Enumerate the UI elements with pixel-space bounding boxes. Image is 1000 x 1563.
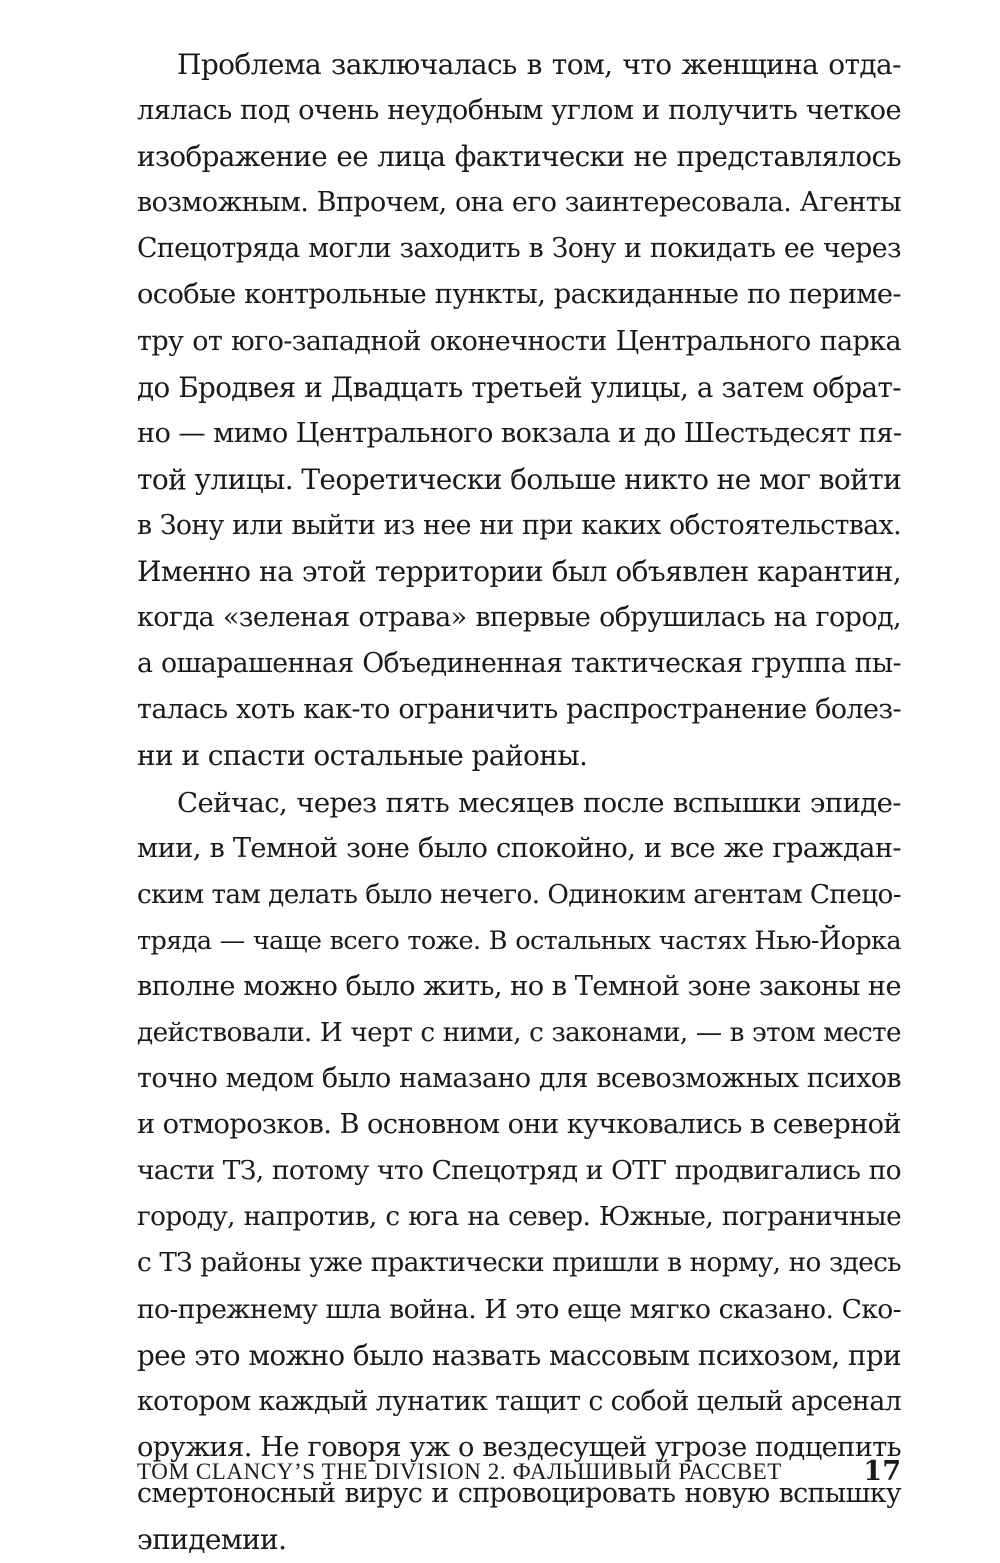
text-line: точно медом было намазано для всевозможных психов xyxy=(137,1056,901,1102)
text-line: ни и спасти остальные районы. xyxy=(137,733,901,779)
paragraph-1 xyxy=(137,42,901,780)
text-line: вполне можно было жить, но в Темной зоне законы не xyxy=(137,964,901,1010)
text-line: Сейчас, через пять месяцев после вспышки эпиде- xyxy=(137,780,901,826)
text-line: в Зону или выйти из нее ни при каких обстоятельствах. xyxy=(137,503,901,549)
text-line: мии, в Темной зоне было спокойно, и все же граждан- xyxy=(137,826,901,872)
text-line: котором каждый лунатик тащит с собой целый арсенал xyxy=(137,1379,901,1425)
text-line: части ТЗ, потому что Спецотряд и ОТГ продвигались по xyxy=(137,1148,901,1194)
text-line: по-прежнему шла война. И это еще мягко сказано. Ско- xyxy=(137,1287,901,1333)
text-line: лялась под очень неудобным углом и получить четкое xyxy=(137,88,901,134)
page-number: 17 xyxy=(863,1452,901,1492)
text-line: возможным. Впрочем, она его заинтересовала. Агенты xyxy=(137,180,901,226)
text-line: действовали. И черт с ними, с законами, — в этом месте xyxy=(137,1010,901,1056)
text-line: Спецотряда могли заходить в Зону и покидать ее через xyxy=(137,226,901,272)
text-line: Именно на этой территории был объявлен карантин, xyxy=(137,549,901,595)
text-line: рее это можно было назвать массовым психозом, при xyxy=(137,1333,901,1379)
text-line: тряда — чаще всего тоже. В остальных частях Нью-Йорка xyxy=(137,918,901,964)
text-line: Проблема заключалась в том, что женщина отда- xyxy=(137,42,901,88)
text-line: изображение ее лица фактически не представлялось xyxy=(137,134,901,180)
text-line: до Бродвея и Двадцать третьей улицы, а затем обрат- xyxy=(137,365,901,411)
text-line: талась хоть как-то ограничить распространение болез- xyxy=(137,687,901,733)
running-title: TOM CLANCY’S THE DIVISION 2. ФАЛЬШИВЫЙ РАССВЕТ xyxy=(137,1452,782,1492)
text-line: смертоносный вирус и спровоцировать новую вспышку xyxy=(137,1471,901,1517)
page-footer xyxy=(137,1452,901,1492)
text-line: тру от юго-западной оконечности Центрального парка xyxy=(137,319,901,365)
text-line: но — мимо Центрального вокзала и до Шестьдесят пя- xyxy=(137,411,901,457)
body-text xyxy=(137,42,901,1563)
paragraph-2 xyxy=(137,780,901,1563)
text-line: и отморозков. В основном они кучковались в северной xyxy=(137,1102,901,1148)
text-line: ским там делать было нечего. Одиноким агентам Спецо- xyxy=(137,872,901,918)
text-line: а ошарашенная Объединенная тактическая группа пы- xyxy=(137,641,901,687)
text-line: оружия. Не говоря уж о вездесущей угрозе подцепить xyxy=(137,1425,901,1471)
text-line: городу, напротив, с юга на север. Южные, пограничные xyxy=(137,1194,901,1240)
text-line: когда «зеленая отрава» впервые обрушилась на город, xyxy=(137,595,901,641)
text-line: особые контрольные пункты, раскиданные по периме- xyxy=(137,272,901,318)
text-line: той улицы. Теоретически больше никто не мог войти xyxy=(137,457,901,503)
text-line: с ТЗ районы уже практически пришли в норму, но здесь xyxy=(137,1240,901,1286)
text-line: эпидемии. xyxy=(137,1517,901,1563)
